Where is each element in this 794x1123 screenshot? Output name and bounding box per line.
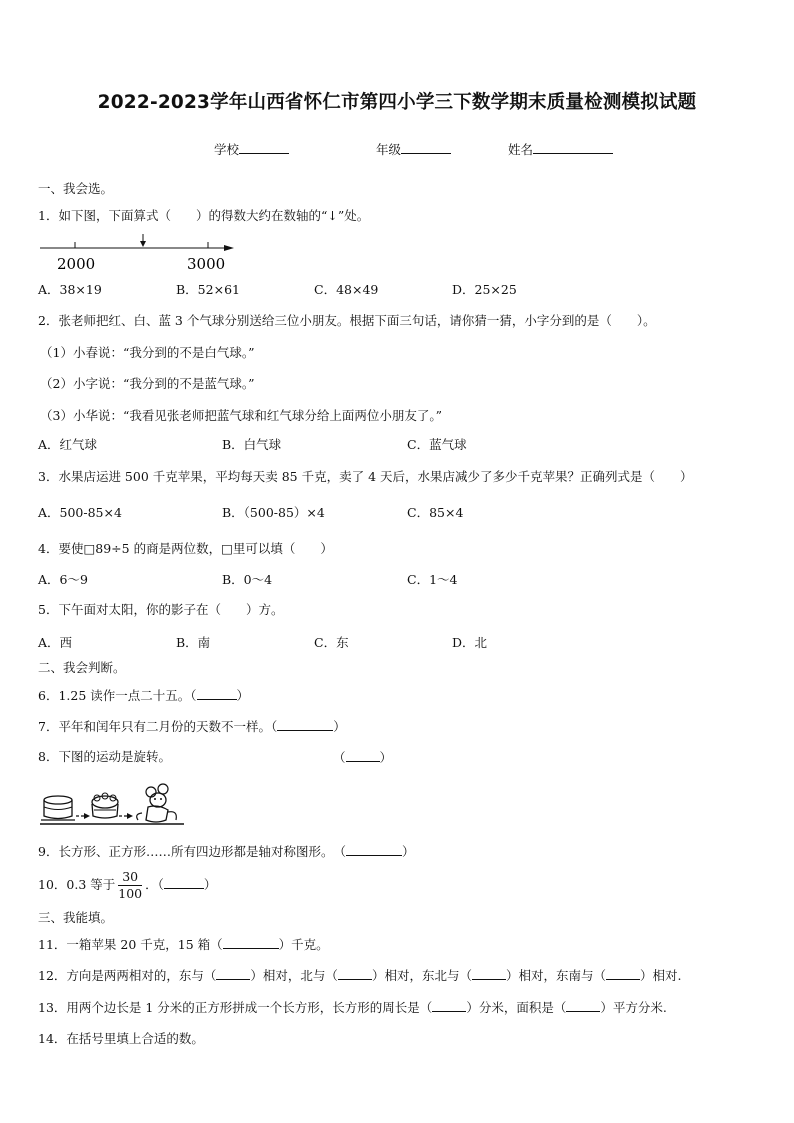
q7-answer-blank[interactable] xyxy=(277,718,333,731)
q5-option-b[interactable]: B．南 xyxy=(176,635,211,650)
q5-option-c[interactable]: C．东 xyxy=(314,635,349,650)
q1-option-b[interactable]: B．52×61 xyxy=(176,282,240,297)
q8-text: 8．下图的运动是旋转。 xyxy=(38,749,171,764)
q10-end: ） xyxy=(203,877,217,892)
school-field xyxy=(214,140,289,158)
question-5: 5．下午面对太阳，你的影子在（ ）方。 xyxy=(38,602,284,617)
question-12 xyxy=(38,967,681,984)
q10-prefix: 10．0.3 等于 xyxy=(38,877,116,892)
q2-clue-3: （3）小华说：“我看见张老师把蓝气球和红气球分给上面两位小朋友了。” xyxy=(40,408,442,423)
section-heading-2: 二、我会判断。 xyxy=(38,660,126,675)
q2-option-c[interactable]: C．蓝气球 xyxy=(407,437,467,452)
cake-icon xyxy=(41,796,75,820)
q12-blank-3[interactable] xyxy=(472,967,506,980)
grade-field xyxy=(376,140,451,158)
question-13 xyxy=(38,999,667,1016)
number-line-label-left: 2000 xyxy=(57,255,96,272)
section-heading-3: 三、我能填。 xyxy=(38,910,114,925)
q13-part-2: ）分米，面积是（ xyxy=(466,1000,567,1015)
q13-part-1: 13．用两个边长是 1 分米的正方形拼成一个长方形，长方形的周长是（ xyxy=(38,1000,433,1015)
question-6 xyxy=(38,687,249,704)
q5-option-d[interactable]: D．北 xyxy=(452,635,488,650)
name-field xyxy=(508,140,613,158)
grade-label: 年级 xyxy=(376,142,402,157)
q12-part-3: ）相对，东北与（ xyxy=(371,968,472,983)
q8-motion-figure xyxy=(38,780,186,828)
q6-answer-blank[interactable] xyxy=(197,687,237,700)
q2-option-a[interactable]: A．红气球 xyxy=(38,437,98,452)
q2-clue-2: （2）小字说：“我分到的不是蓝气球。” xyxy=(40,376,255,391)
mouse-icon xyxy=(137,784,177,822)
decorated-cake-icon xyxy=(92,793,118,818)
question-4: 4．要使□89÷5 的商是两位数，□里可以填（ ） xyxy=(38,541,333,556)
name-blank[interactable] xyxy=(533,140,613,154)
q5-option-a[interactable]: A．西 xyxy=(38,635,73,650)
q12-blank-4[interactable] xyxy=(606,967,640,980)
q10-denominator: 100 xyxy=(118,886,143,901)
q12-part-1: 12．方向是两两相对的，东与（ xyxy=(38,968,217,983)
q8-end: ） xyxy=(379,750,393,765)
q13-part-3: ）平方分米. xyxy=(600,1000,667,1015)
q2-option-b[interactable]: B．白气球 xyxy=(222,437,282,452)
q4-option-c[interactable]: C．1～4 xyxy=(407,572,458,587)
q7-text: 7．平年和闰年只有二月份的天数不一样。（ xyxy=(38,719,278,734)
q6-text: 6．1.25 读作一点二十五。（ xyxy=(38,688,197,703)
question-9 xyxy=(38,843,414,860)
name-label: 姓名 xyxy=(508,142,534,157)
q13-blank-1[interactable] xyxy=(432,999,466,1012)
q4-option-a[interactable]: A．6～9 xyxy=(38,572,88,587)
q10-answer-blank[interactable] xyxy=(164,876,204,889)
number-line-figure xyxy=(38,230,238,272)
q10-numerator: 30 xyxy=(118,869,142,886)
q12-part-2: ）相对，北与（ xyxy=(250,968,338,983)
q12-part-4: ）相对，东南与（ xyxy=(505,968,606,983)
question-2: 2．张老师把红、白、蓝 3 个气球分别送给三位小朋友。根据下面三句话，请你猜一猜，小字分到的是（ ）。 xyxy=(38,313,656,328)
q1-option-c[interactable]: C．48×49 xyxy=(314,282,379,297)
q8-open: （ xyxy=(333,750,346,765)
q1-option-a[interactable]: A．38×19 xyxy=(38,282,102,297)
q9-text: 9．长方形、正方形……所有四边形都是轴对称图形。 （ xyxy=(38,844,346,859)
q8-answer-area xyxy=(333,749,392,766)
school-label: 学校 xyxy=(214,142,240,157)
q2-clue-1: （1）小春说：“我分到的不是白气球。” xyxy=(40,345,255,360)
q9-answer-blank[interactable] xyxy=(346,843,402,856)
q4-option-b[interactable]: B．0～4 xyxy=(222,572,273,587)
question-3: 3．水果店运进 500 千克苹果，平均每天卖 85 千克，卖了 4 天后，水果店减少了多少千克苹果？正确列式是（ ） xyxy=(38,469,693,484)
question-10 xyxy=(38,868,216,902)
question-14: 14．在括号里填上合适的数。 xyxy=(38,1031,204,1046)
q10-suffix: ．（ xyxy=(145,877,164,892)
question-1: 1．如下图，下面算式（ ）的得数大约在数轴的“↓”处。 xyxy=(38,208,370,223)
page-title: 2022-2023学年山西省怀仁市第四小学三下数学期末质量检测模拟试题 xyxy=(97,92,697,113)
q3-option-c[interactable]: C．85×4 xyxy=(407,505,464,520)
number-line-label-right: 3000 xyxy=(187,255,226,272)
section-heading-1: 一、我会选。 xyxy=(38,181,114,196)
question-8 xyxy=(38,749,171,765)
q12-blank-2[interactable] xyxy=(338,967,372,980)
q11-end: ）千克。 xyxy=(278,937,329,952)
q11-answer-blank[interactable] xyxy=(223,936,279,949)
question-7 xyxy=(38,718,346,735)
q10-fraction xyxy=(118,869,142,902)
q6-end: ） xyxy=(236,688,250,703)
q1-option-d[interactable]: D．25×25 xyxy=(452,282,517,297)
q12-blank-1[interactable] xyxy=(216,967,250,980)
q7-end: ） xyxy=(333,719,346,734)
q3-option-a[interactable]: A．500-85×4 xyxy=(38,505,122,520)
school-blank[interactable] xyxy=(239,140,289,154)
q11-text: 11．一箱苹果 20 千克，15 箱（ xyxy=(38,937,223,952)
grade-blank[interactable] xyxy=(401,140,451,154)
q9-end: ） xyxy=(401,844,415,859)
question-11 xyxy=(38,936,329,953)
q13-blank-2[interactable] xyxy=(566,999,600,1012)
q8-answer-blank[interactable] xyxy=(346,749,380,762)
q3-option-b[interactable]: B．（500-85）×4 xyxy=(222,505,325,520)
q12-part-5: ）相对. xyxy=(639,968,682,983)
